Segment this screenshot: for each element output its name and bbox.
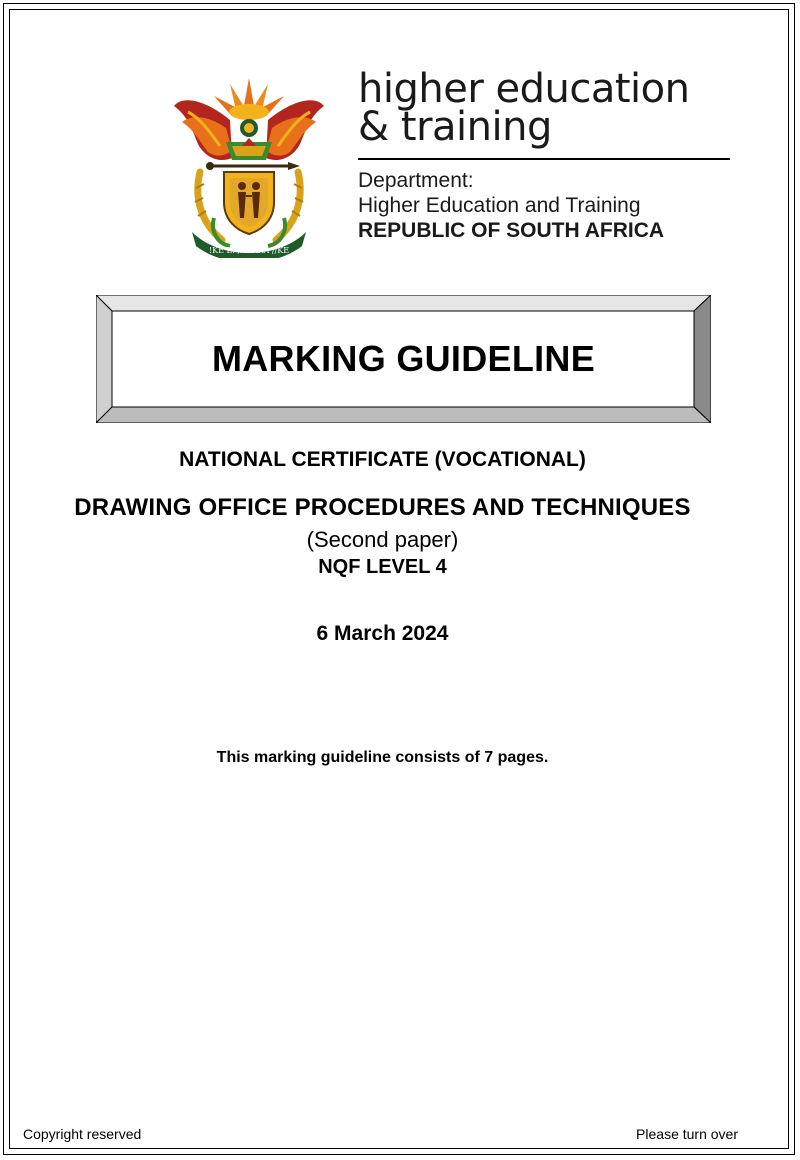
copyright-notice: Copyright reserved: [23, 1126, 142, 1142]
country-name: REPUBLIC OF SOUTH AFRICA: [358, 219, 665, 242]
subject-name: DRAWING OFFICE PROCEDURES AND TECHNIQUES: [74, 494, 691, 521]
emblem-motto: !KE E: /XARRA //KE: [208, 246, 290, 255]
paper-number: (Second paper): [306, 527, 459, 552]
title-frame: [96, 295, 711, 423]
page-count-note: This marking guideline consists of 7 pages.: [216, 749, 549, 766]
brand-title: [358, 66, 690, 150]
brand-line-1: higher education: [358, 66, 690, 112]
exam-date: 6 March 2024: [316, 622, 449, 645]
department-label: Department:: [358, 169, 474, 192]
nqf-level: NQF LEVEL 4: [318, 556, 447, 578]
sun-icon: [214, 78, 284, 120]
brand-divider: [358, 158, 730, 160]
brand-line-2: & training: [358, 104, 552, 150]
department-name: Higher Education and Training: [358, 194, 641, 217]
coat-of-arms-icon: [170, 72, 328, 258]
turn-over-notice: Please turn over: [636, 1126, 738, 1142]
document-title: MARKING GUIDELINE: [211, 338, 596, 379]
certificate-name: NATIONAL CERTIFICATE (VOCATIONAL): [179, 448, 586, 471]
